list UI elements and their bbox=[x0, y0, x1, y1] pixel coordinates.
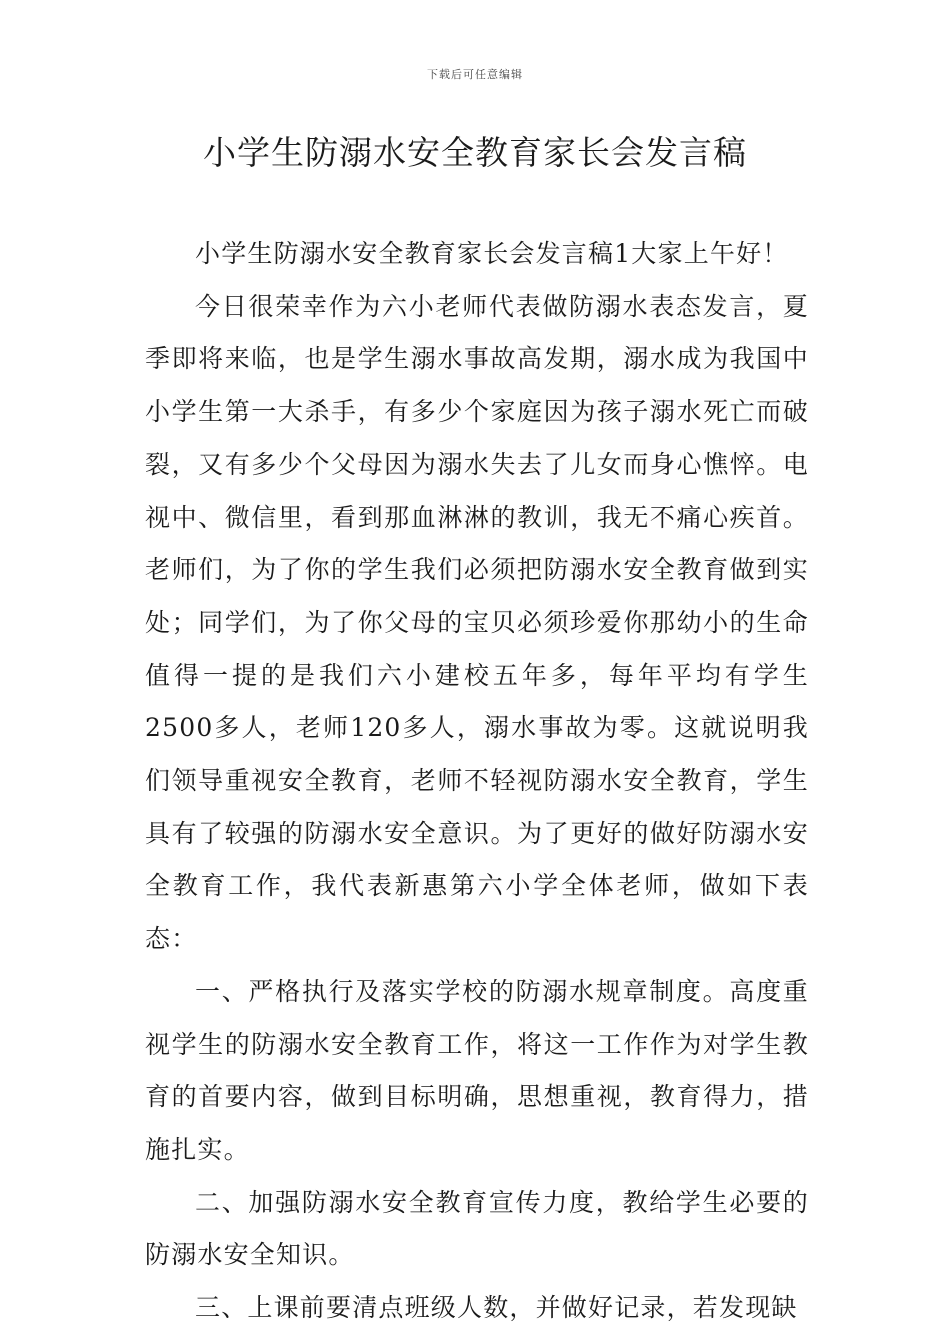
paragraph-point-2: 二、加强防溺水安全教育宣传力度，教给学生必要的防溺水安全知识。 bbox=[145, 1187, 809, 1270]
header-note: 下载后可任意编辑 bbox=[427, 68, 523, 81]
document-body bbox=[145, 228, 809, 1335]
paragraph-intro: 小学生防溺水安全教育家长会发言稿1大家上午好！ bbox=[195, 239, 789, 268]
document-title: 小学生防溺水安全教育家长会发言稿 bbox=[203, 133, 747, 172]
paragraph-point-1: 一、严格执行及落实学校的防溺水规章制度。高度重视学生的防溺水安全教育工作，将这一工作作为对学生教育的首要内容，做到目标明确，思想重视，教育得力，措施扎实。 bbox=[145, 976, 809, 1164]
paragraph-main: 今日很荣幸作为六小老师代表做防溺水表态发言，夏季即将来临，也是学生溺水事故高发期，溺水成为我国中小学生第一大杀手，有多少个家庭因为孩子溺水死亡而破裂，又有多少个父母因为溺水失去了儿女而身心憔悴。电视中、微信里，看到那血淋淋的教训，我无不痛心疾首。老师们，为了你的学生我们必须把防溺水安全教育做到实处；同学们，为了你父母的宝贝必须珍爱你那幼小的生命值得一提的是我们六小建校五年多，每年平均有学生2500多人，老师120多人，溺水事故为零。这就说明我们领导重视安全教育，老师不轻视防溺水安全教育，学生具有了较强的防溺水安全意识。为了更好的做好防溺水安全教育工作，我代表新惠第六小学全体老师，做如下表态： bbox=[145, 291, 809, 954]
paragraph-point-3: 三、上课前要清点班级人数，并做好记录，若发现缺 bbox=[195, 1293, 798, 1323]
